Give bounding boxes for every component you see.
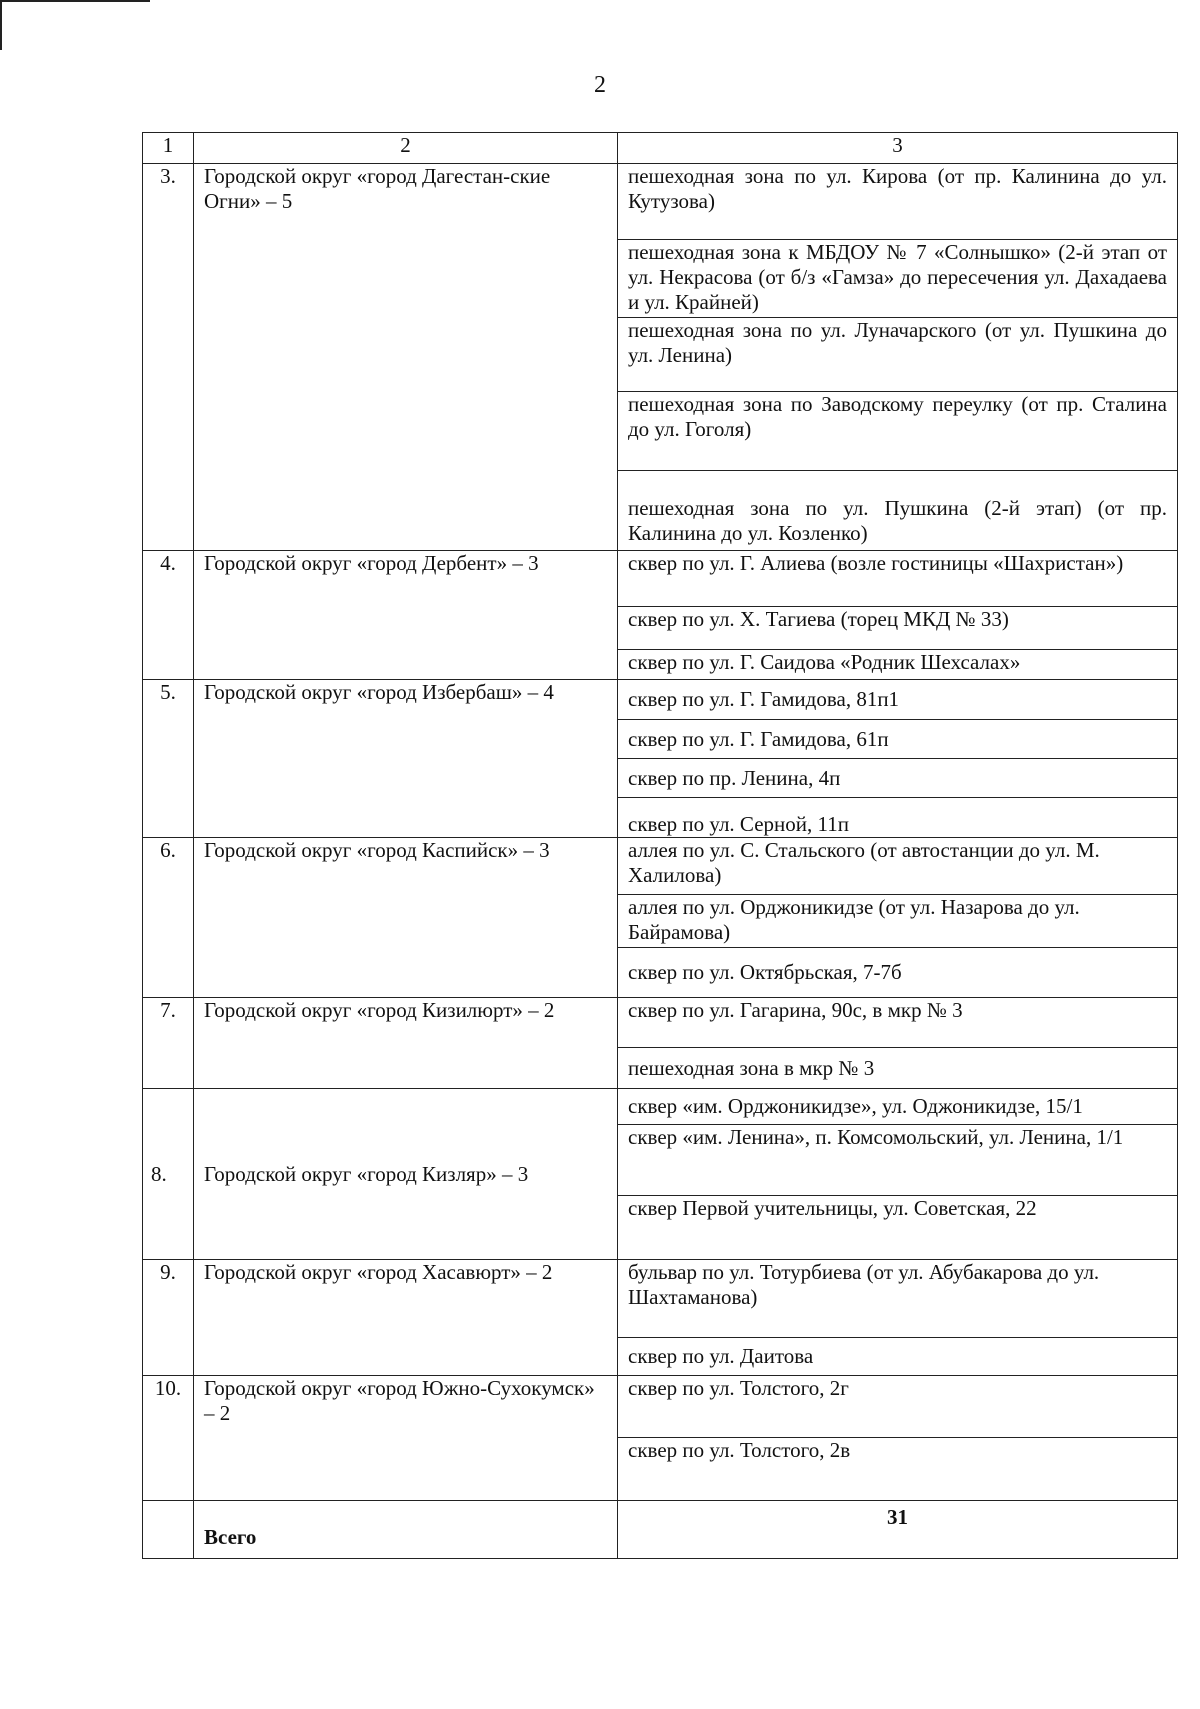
- district-name: Городской округ «город Южно-Сухокумск» – 2: [194, 1376, 618, 1501]
- district-name: Городской округ «город Дагестан-ские Огни» – 5: [194, 164, 618, 551]
- table-row: [143, 164, 1178, 240]
- total-empty-cell: [143, 1501, 194, 1559]
- district-name: Городской округ «город Кизилюрт» – 2: [194, 998, 618, 1089]
- scan-edge-mark-left: [0, 0, 2, 50]
- row-number: 7.: [143, 998, 194, 1089]
- facility-cell: сквер по ул. Гагарина, 90с, в мкр № 3: [618, 998, 1178, 1048]
- facility-cell: сквер Первой учительницы, ул. Советская, 22: [618, 1196, 1178, 1260]
- facility-cell: сквер по ул. Г. Гамидова, 81п1: [618, 680, 1178, 720]
- facility-cell: пешеходная зона к МБДОУ № 7 «Солнышко» (2-й этап от ул. Некрасова (от б/з «Гамза» до пересечения ул. Дахадаева и ул. Крайней): [618, 240, 1178, 318]
- facility-cell: аллея по ул. Орджоникидзе (от ул. Назарова до ул. Байрамова): [618, 895, 1178, 948]
- facility-cell: аллея по ул. С. Стальского (от автостанции до ул. М. Халилова): [618, 838, 1178, 895]
- row-number: 9.: [143, 1260, 194, 1376]
- facility-cell: пешеходная зона в мкр № 3: [618, 1048, 1178, 1089]
- facility-cell: сквер по ул. Толстого, 2в: [618, 1438, 1178, 1501]
- facility-cell: сквер по ул. Даитова: [618, 1338, 1178, 1376]
- row-number: 8.: [143, 1089, 194, 1260]
- facility-cell: сквер по пр. Ленина, 4п: [618, 759, 1178, 798]
- scan-edge-mark-top: [0, 0, 150, 2]
- total-row: [143, 1501, 1178, 1559]
- facility-cell: сквер по ул. Серной, 11п: [618, 798, 1178, 838]
- district-name: Городской округ «город Каспийск» – 3: [194, 838, 618, 998]
- district-name: Городской округ «город Дербент» – 3: [194, 551, 618, 680]
- row-number: 10.: [143, 1376, 194, 1501]
- facility-cell: пешеходная зона по ул. Луначарского (от ул. Пушкина до ул. Ленина): [618, 318, 1178, 392]
- table-row: [143, 680, 1178, 720]
- total-value: 31: [618, 1501, 1178, 1559]
- facility-cell: сквер по ул. Г. Алиева (возле гостиницы «Шахристан»): [618, 551, 1178, 607]
- district-name: Городской округ «город Избербаш» – 4: [194, 680, 618, 838]
- table-row: [143, 1260, 1178, 1338]
- facility-cell: сквер по ул. Х. Тагиева (торец МКД № 33): [618, 607, 1178, 650]
- district-name: Городской округ «город Кизляр» – 3: [194, 1089, 618, 1260]
- facility-cell: бульвар по ул. Тотурбиева (от ул. Абубакарова до ул. Шахтаманова): [618, 1260, 1178, 1338]
- facility-cell: пешеходная зона по ул. Пушкина (2-й этап) (от пр. Калинина до ул. Козленко): [618, 471, 1178, 551]
- facility-cell: сквер по ул. Октябрьская, 7-7б: [618, 948, 1178, 998]
- row-number: 3.: [143, 164, 194, 551]
- table-row: [143, 998, 1178, 1048]
- page-number: 2: [594, 72, 606, 98]
- row-number: 4.: [143, 551, 194, 680]
- total-label: Всего: [194, 1501, 618, 1559]
- row-number: 5.: [143, 680, 194, 838]
- facility-cell: сквер по ул. Г. Саидова «Родник Шехсалах»: [618, 650, 1178, 680]
- table-row: [143, 1376, 1178, 1438]
- table-header-row: [143, 133, 1178, 164]
- header-col-3: 3: [618, 133, 1178, 164]
- facility-cell: сквер «им. Орджоникидзе», ул. Оджоникидзе, 15/1: [618, 1089, 1178, 1125]
- facility-cell: сквер по ул. Г. Гамидова, 61п: [618, 720, 1178, 759]
- table-row: [143, 838, 1178, 895]
- row-number: 6.: [143, 838, 194, 998]
- facility-cell: пешеходная зона по ул. Кирова (от пр. Калинина до ул. Кутузова): [618, 164, 1178, 240]
- facilities-table: [142, 132, 1178, 1559]
- facility-cell: сквер «им. Ленина», п. Комсомольский, ул. Ленина, 1/1: [618, 1125, 1178, 1196]
- facility-cell: сквер по ул. Толстого, 2г: [618, 1376, 1178, 1438]
- header-col-1: 1: [143, 133, 194, 164]
- table-row: [143, 551, 1178, 607]
- district-name: Городской округ «город Хасавюрт» – 2: [194, 1260, 618, 1376]
- table-row: [143, 1089, 1178, 1125]
- header-col-2: 2: [194, 133, 618, 164]
- facility-cell: пешеходная зона по Заводскому переулку (от пр. Сталина до ул. Гоголя): [618, 392, 1178, 471]
